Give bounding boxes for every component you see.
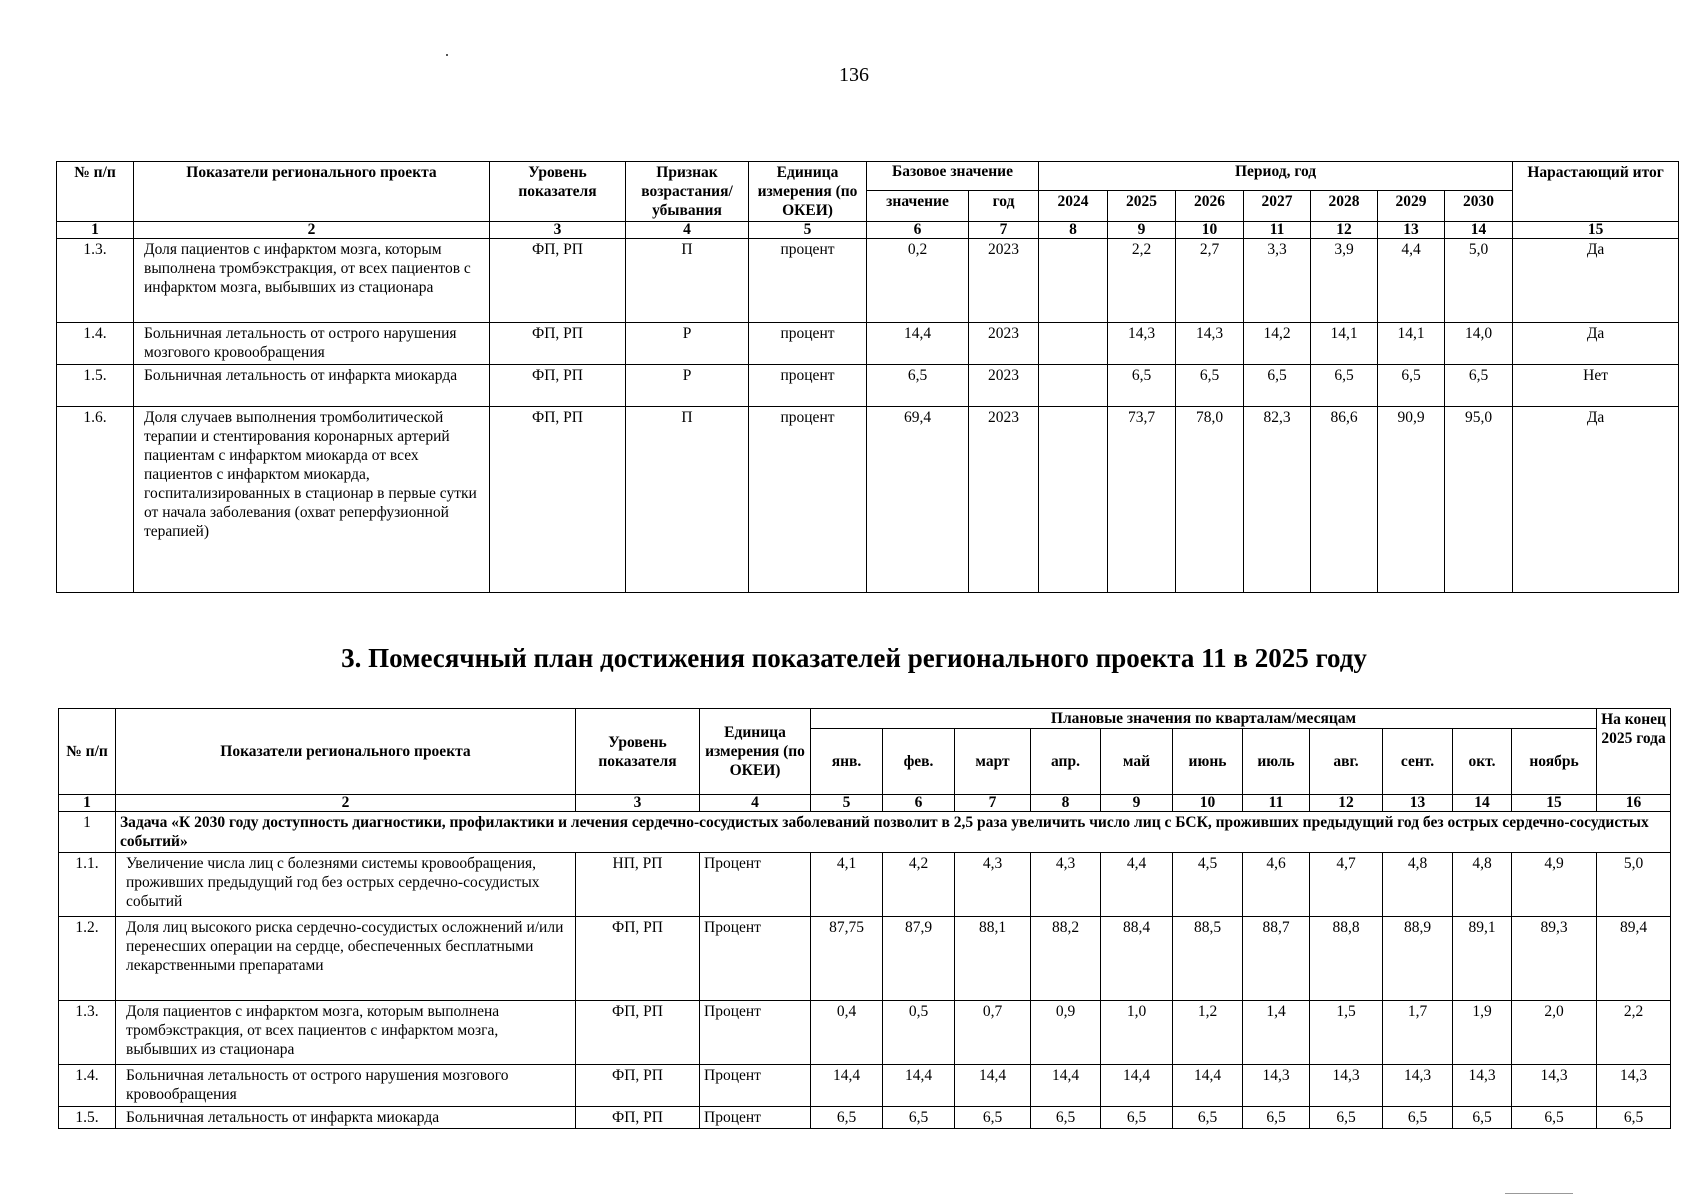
header-year: 2028 xyxy=(1311,190,1378,221)
year-value: 14,3 xyxy=(1176,323,1244,365)
index-cell: 11 xyxy=(1244,222,1311,239)
month-value: 0,7 xyxy=(955,1001,1031,1065)
index-cell: 10 xyxy=(1176,222,1244,239)
index-cell: 12 xyxy=(1311,222,1378,239)
indicator-sign: Р xyxy=(626,365,749,407)
header-base-value: значение xyxy=(867,190,969,221)
index-cell: 13 xyxy=(1383,795,1453,812)
indicator-unit: процент xyxy=(749,365,867,407)
header-num: № п/п xyxy=(59,709,116,795)
base-value: 6,5 xyxy=(867,365,969,407)
indicator-name: Доля пациентов с инфарктом мозга, которым выполнена тромбэкстракция, от всех пациентов с инфарктом мозга, выбывших из стационара xyxy=(134,239,490,323)
year-value: 82,3 xyxy=(1244,407,1311,593)
base-year: 2023 xyxy=(969,239,1039,323)
year-value: 14,3 xyxy=(1108,323,1176,365)
indicator-unit: Процент xyxy=(700,1001,811,1065)
indicator-unit: Процент xyxy=(700,917,811,1001)
month-value: 4,5 xyxy=(1173,853,1243,917)
month-value: 4,9 xyxy=(1512,853,1597,917)
header-end: На конец 2025 года xyxy=(1597,709,1671,795)
indicator-sign: П xyxy=(626,407,749,593)
index-cell: 2 xyxy=(134,222,490,239)
index-cell: 8 xyxy=(1039,222,1108,239)
year-value: 3,3 xyxy=(1244,239,1311,323)
year-value: 5,0 xyxy=(1445,239,1513,323)
table-row xyxy=(57,239,1679,323)
header-month: янв. xyxy=(811,729,883,795)
month-value: 88,5 xyxy=(1173,917,1243,1001)
month-value: 88,8 xyxy=(1310,917,1383,1001)
indicator-level: ФП, РП xyxy=(490,239,626,323)
index-cell: 7 xyxy=(969,222,1039,239)
index-cell: 1 xyxy=(59,795,116,812)
header-month: сент. xyxy=(1383,729,1453,795)
month-value: 14,3 xyxy=(1243,1065,1310,1107)
indicator-level: ФП, РП xyxy=(490,407,626,593)
month-value: 0,4 xyxy=(811,1001,883,1065)
year-value: 14,0 xyxy=(1445,323,1513,365)
month-value: 1,9 xyxy=(1453,1001,1512,1065)
month-value: 6,5 xyxy=(811,1107,883,1129)
header-cumulative: Нарастающий итог xyxy=(1513,162,1679,222)
index-cell: 7 xyxy=(955,795,1031,812)
index-cell: 9 xyxy=(1108,222,1176,239)
month-value: 4,8 xyxy=(1453,853,1512,917)
month-value: 14,3 xyxy=(1310,1065,1383,1107)
month-value: 14,4 xyxy=(1101,1065,1173,1107)
header-month: окт. xyxy=(1453,729,1512,795)
row-num: 1.3. xyxy=(57,239,134,323)
index-cell: 9 xyxy=(1101,795,1173,812)
header-year: 2029 xyxy=(1378,190,1445,221)
monthly-plan-table xyxy=(58,708,1671,1129)
month-value: 6,5 xyxy=(1173,1107,1243,1129)
indicator-level: ФП, РП xyxy=(490,365,626,407)
indicator-unit: процент xyxy=(749,239,867,323)
indicator-unit: процент xyxy=(749,407,867,593)
cumulative-flag: Да xyxy=(1513,407,1679,593)
end-value: 89,4 xyxy=(1597,917,1671,1001)
month-value: 89,1 xyxy=(1453,917,1512,1001)
indicator-name: Доля случаев выполнения тромболитической терапии и стентирования коронарных артерий пациентам с инфарктом миокарда от всех пациентов с инфарктом миокарда, госпитализированных в стационар в первые сутки от начала заболевания (охват реперфузионной терапией) xyxy=(134,407,490,593)
header-level: Уровень показателя xyxy=(490,162,626,222)
row-num: 1.5. xyxy=(57,365,134,407)
indicator-unit: процент xyxy=(749,323,867,365)
header-indicator: Показатели регионального проекта xyxy=(134,162,490,222)
year-value: 90,9 xyxy=(1378,407,1445,593)
cumulative-flag: Да xyxy=(1513,239,1679,323)
month-value: 4,3 xyxy=(1031,853,1101,917)
table-row xyxy=(59,1107,1671,1129)
year-value: 6,5 xyxy=(1311,365,1378,407)
month-value: 4,6 xyxy=(1243,853,1310,917)
row-num: 1.4. xyxy=(57,323,134,365)
index-cell: 1 xyxy=(57,222,134,239)
indicator-level: ФП, РП xyxy=(576,1065,700,1107)
year-value: 78,0 xyxy=(1176,407,1244,593)
header-year: 2025 xyxy=(1108,190,1176,221)
month-value: 14,3 xyxy=(1383,1065,1453,1107)
task-row xyxy=(59,812,1671,853)
year-value: 2,7 xyxy=(1176,239,1244,323)
indicator-name: Больничная летальность от инфаркта миокарда xyxy=(134,365,490,407)
row-num: 1.4. xyxy=(59,1065,116,1107)
year-value: 6,5 xyxy=(1108,365,1176,407)
index-cell: 14 xyxy=(1453,795,1512,812)
row-num: 1.5. xyxy=(59,1107,116,1129)
indicator-sign: П xyxy=(626,239,749,323)
indicator-name: Увеличение числа лиц с болезнями системы кровообращения, проживших предыдущий год без острых сердечно-сосудистых событий xyxy=(116,853,576,917)
month-value: 6,5 xyxy=(883,1107,955,1129)
month-value: 2,0 xyxy=(1512,1001,1597,1065)
header-year: 2024 xyxy=(1039,190,1108,221)
month-value: 87,9 xyxy=(883,917,955,1001)
month-value: 88,1 xyxy=(955,917,1031,1001)
month-value: 4,2 xyxy=(883,853,955,917)
year-value: 6,5 xyxy=(1176,365,1244,407)
month-value: 4,8 xyxy=(1383,853,1453,917)
indicator-name: Больничная летальность от инфаркта миокарда xyxy=(116,1107,576,1129)
index-row xyxy=(57,222,1679,239)
header-year: 2030 xyxy=(1445,190,1513,221)
index-cell: 14 xyxy=(1445,222,1513,239)
header-planned: Плановые значения по кварталам/месяцам xyxy=(811,709,1597,729)
month-value: 4,3 xyxy=(955,853,1031,917)
indicator-level: ФП, РП xyxy=(490,323,626,365)
index-cell: 13 xyxy=(1378,222,1445,239)
index-cell: 5 xyxy=(811,795,883,812)
table-row xyxy=(57,365,1679,407)
header-year: 2027 xyxy=(1244,190,1311,221)
index-cell: 6 xyxy=(883,795,955,812)
month-value: 0,5 xyxy=(883,1001,955,1065)
year-value: 14,1 xyxy=(1378,323,1445,365)
header-month: март xyxy=(955,729,1031,795)
month-value: 4,1 xyxy=(811,853,883,917)
index-cell: 12 xyxy=(1310,795,1383,812)
month-value: 6,5 xyxy=(1243,1107,1310,1129)
task-num: 1 xyxy=(59,812,116,853)
indicator-level: ФП, РП xyxy=(576,917,700,1001)
month-value: 6,5 xyxy=(1031,1107,1101,1129)
month-value: 6,5 xyxy=(955,1107,1031,1129)
year-value xyxy=(1039,365,1108,407)
base-year: 2023 xyxy=(969,365,1039,407)
year-value: 6,5 xyxy=(1445,365,1513,407)
header-sign: Признак возрастания/ убывания xyxy=(626,162,749,222)
index-cell: 11 xyxy=(1243,795,1310,812)
index-cell: 3 xyxy=(576,795,700,812)
month-value: 14,4 xyxy=(811,1065,883,1107)
indicator-sign: Р xyxy=(626,323,749,365)
scan-speck xyxy=(446,54,448,56)
indicator-name: Больничная летальность от острого нарушения мозгового кровообращения xyxy=(116,1065,576,1107)
year-value: 14,2 xyxy=(1244,323,1311,365)
month-value: 1,5 xyxy=(1310,1001,1383,1065)
month-value: 14,4 xyxy=(955,1065,1031,1107)
month-value: 88,7 xyxy=(1243,917,1310,1001)
table-row xyxy=(59,917,1671,1001)
year-value: 2,2 xyxy=(1108,239,1176,323)
month-value: 88,9 xyxy=(1383,917,1453,1001)
indicator-unit: Процент xyxy=(700,1065,811,1107)
indicator-name: Больничная летальность от острого нарушения мозгового кровообращения xyxy=(134,323,490,365)
indicator-name: Доля пациентов с инфарктом мозга, которым выполнена тромбэкстракция, от всех пациентов с инфарктом мозга, выбывших из стационара xyxy=(116,1001,576,1065)
indicator-level: ФП, РП xyxy=(576,1001,700,1065)
base-value: 14,4 xyxy=(867,323,969,365)
base-value: 69,4 xyxy=(867,407,969,593)
year-value: 3,9 xyxy=(1311,239,1378,323)
year-value xyxy=(1039,239,1108,323)
scan-line xyxy=(1505,1193,1573,1194)
table-row xyxy=(57,407,1679,593)
month-value: 0,9 xyxy=(1031,1001,1101,1065)
month-value: 6,5 xyxy=(1453,1107,1512,1129)
row-num: 1.1. xyxy=(59,853,116,917)
end-value: 5,0 xyxy=(1597,853,1671,917)
year-value: 6,5 xyxy=(1244,365,1311,407)
end-value: 2,2 xyxy=(1597,1001,1671,1065)
base-year: 2023 xyxy=(969,407,1039,593)
index-cell: 2 xyxy=(116,795,576,812)
month-value: 6,5 xyxy=(1512,1107,1597,1129)
month-value: 14,4 xyxy=(883,1065,955,1107)
month-value: 1,7 xyxy=(1383,1001,1453,1065)
month-value: 6,5 xyxy=(1383,1107,1453,1129)
table-row xyxy=(59,1065,1671,1107)
index-cell: 3 xyxy=(490,222,626,239)
index-cell: 15 xyxy=(1513,222,1679,239)
month-value: 6,5 xyxy=(1101,1107,1173,1129)
month-value: 14,3 xyxy=(1453,1065,1512,1107)
year-value xyxy=(1039,407,1108,593)
indicator-unit: Процент xyxy=(700,1107,811,1129)
year-value: 4,4 xyxy=(1378,239,1445,323)
cumulative-flag: Да xyxy=(1513,323,1679,365)
cumulative-flag: Нет xyxy=(1513,365,1679,407)
index-cell: 6 xyxy=(867,222,969,239)
year-value: 95,0 xyxy=(1445,407,1513,593)
header-month: июнь xyxy=(1173,729,1243,795)
month-value: 14,4 xyxy=(1031,1065,1101,1107)
header-period: Период, год xyxy=(1039,162,1513,191)
header-month: апр. xyxy=(1031,729,1101,795)
month-value: 88,4 xyxy=(1101,917,1173,1001)
month-value: 4,4 xyxy=(1101,853,1173,917)
month-value: 88,2 xyxy=(1031,917,1101,1001)
year-value: 86,6 xyxy=(1311,407,1378,593)
header-month: фев. xyxy=(883,729,955,795)
header-base: Базовое значение xyxy=(867,162,1039,191)
month-value: 6,5 xyxy=(1310,1107,1383,1129)
header-month: авг. xyxy=(1310,729,1383,795)
index-cell: 4 xyxy=(700,795,811,812)
index-cell: 4 xyxy=(626,222,749,239)
month-value: 1,2 xyxy=(1173,1001,1243,1065)
year-value: 14,1 xyxy=(1311,323,1378,365)
month-value: 89,3 xyxy=(1512,917,1597,1001)
row-num: 1.6. xyxy=(57,407,134,593)
header-month: май xyxy=(1101,729,1173,795)
table-row xyxy=(59,1001,1671,1065)
indicators-table xyxy=(56,161,1679,593)
base-value: 0,2 xyxy=(867,239,969,323)
indicator-unit: Процент xyxy=(700,853,811,917)
month-value: 1,4 xyxy=(1243,1001,1310,1065)
header-unit: Единица измерения (по ОКЕИ) xyxy=(749,162,867,222)
header-level: Уровень показателя xyxy=(576,709,700,795)
header-year: 2026 xyxy=(1176,190,1244,221)
table-row xyxy=(57,323,1679,365)
index-cell: 5 xyxy=(749,222,867,239)
month-value: 14,3 xyxy=(1512,1065,1597,1107)
index-cell: 15 xyxy=(1512,795,1597,812)
month-value: 1,0 xyxy=(1101,1001,1173,1065)
index-row xyxy=(59,795,1671,812)
end-value: 6,5 xyxy=(1597,1107,1671,1129)
row-num: 1.3. xyxy=(59,1001,116,1065)
page-number: 136 xyxy=(839,64,869,86)
month-value: 87,75 xyxy=(811,917,883,1001)
base-year: 2023 xyxy=(969,323,1039,365)
year-value xyxy=(1039,323,1108,365)
month-value: 4,7 xyxy=(1310,853,1383,917)
month-value: 14,4 xyxy=(1173,1065,1243,1107)
task-text: Задача «К 2030 году доступность диагностики, профилактики и лечения сердечно-сосудистых заболеваний позволит в 2,5 раза увеличить число лиц с БСК, проживших предыдущий год без острых сердечно-сосудистых событий» xyxy=(116,812,1671,853)
row-num: 1.2. xyxy=(59,917,116,1001)
year-value: 73,7 xyxy=(1108,407,1176,593)
indicator-name: Доля лиц высокого риска сердечно-сосудистых осложнений и/или перенесших операции на сердце, обеспеченных бесплатными лекарственными препаратами xyxy=(116,917,576,1001)
header-num: № п/п xyxy=(57,162,134,222)
year-value: 6,5 xyxy=(1378,365,1445,407)
table-row xyxy=(59,853,1671,917)
header-month: июль xyxy=(1243,729,1310,795)
index-cell: 10 xyxy=(1173,795,1243,812)
indicator-level: ФП, РП xyxy=(576,1107,700,1129)
index-cell: 16 xyxy=(1597,795,1671,812)
section-title: 3. Помесячный план достижения показателей регионального проекта 11 в 2025 году xyxy=(341,643,1367,673)
header-indicator: Показатели регионального проекта xyxy=(116,709,576,795)
header-month: ноябрь xyxy=(1512,729,1597,795)
header-base-year: год xyxy=(969,190,1039,221)
indicator-level: НП, РП xyxy=(576,853,700,917)
header-unit: Единица измерения (по ОКЕИ) xyxy=(700,709,811,795)
end-value: 14,3 xyxy=(1597,1065,1671,1107)
index-cell: 8 xyxy=(1031,795,1101,812)
